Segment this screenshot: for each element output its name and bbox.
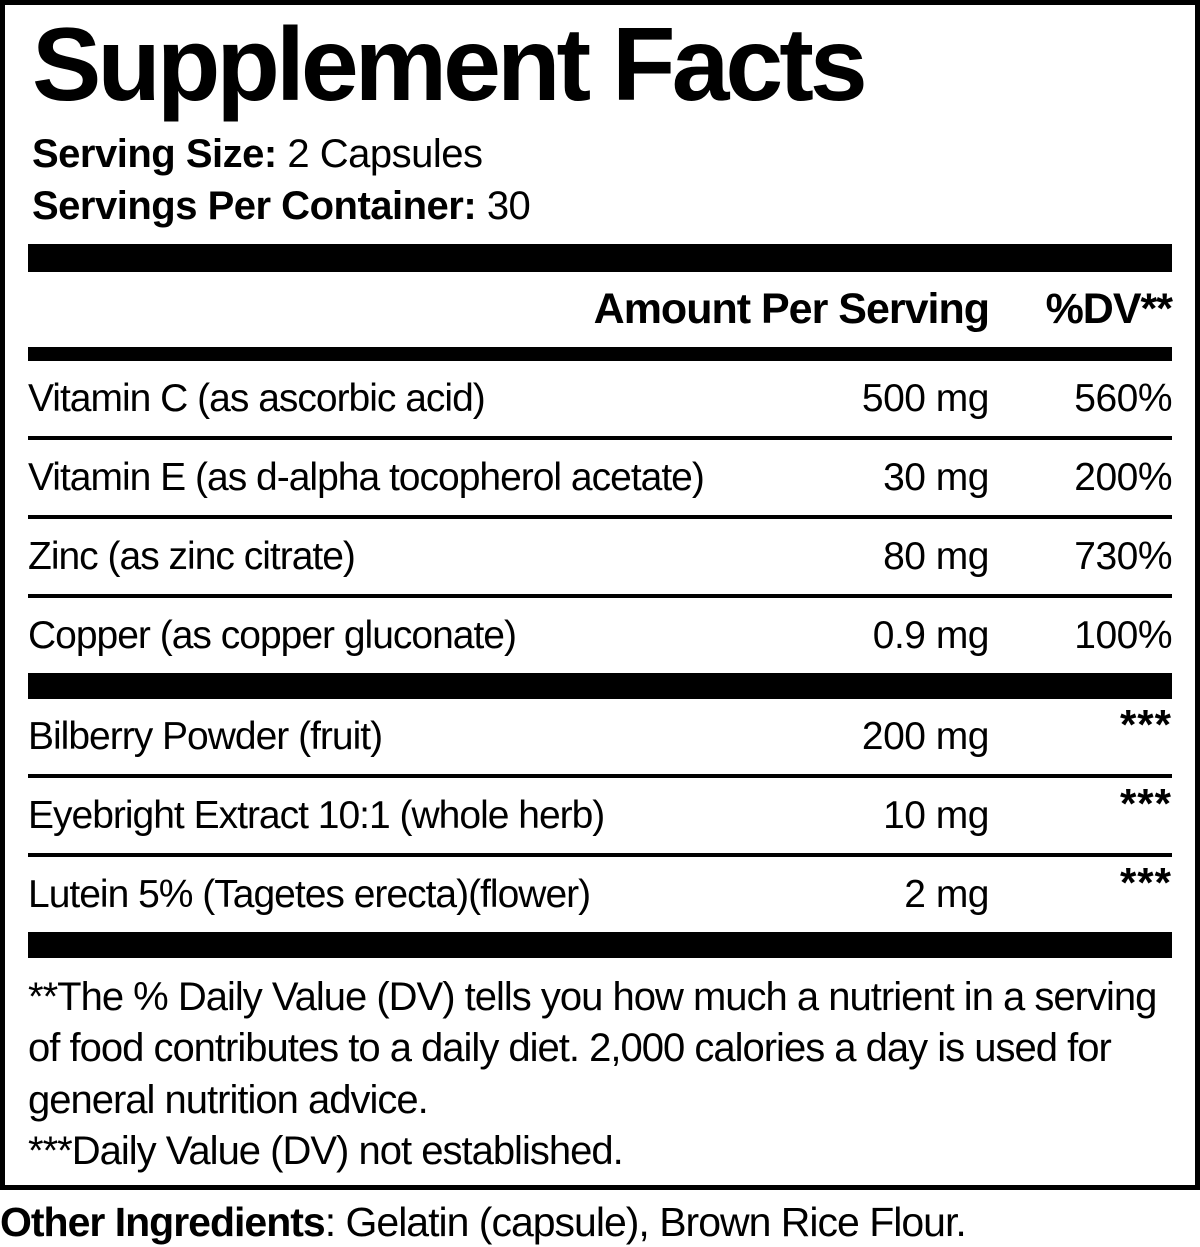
serving-size-line: [32, 128, 1172, 180]
table-row-vitamin-c: [28, 361, 1172, 436]
other-ingredients-value: : Gelatin (capsule), Brown Rice Flour.: [324, 1199, 966, 1245]
ingredient-amount: 0.9 mg: [872, 613, 989, 657]
ingredient-name: Bilberry Powder (fruit): [28, 714, 383, 758]
ingredient-dv-not-established: ***: [1119, 779, 1172, 827]
ingredient-amount: 500 mg: [861, 376, 989, 420]
panel-title: Supplement Facts: [32, 7, 864, 123]
ingredient-amount: 10 mg: [883, 793, 989, 837]
ingredient-dv: 560%: [1074, 376, 1172, 420]
table-row-zinc: [28, 519, 1172, 594]
ingredient-amount: 200 mg: [861, 714, 989, 758]
ingredient-name: Lutein 5% (Tagetes erecta)(flower): [28, 872, 591, 916]
ingredient-amount: 30 mg: [883, 455, 989, 499]
serving-size-label: Serving Size:: [32, 132, 277, 177]
servings-per-container-line: [32, 180, 1172, 232]
ingredient-dv: 730%: [1074, 534, 1172, 578]
servings-per-container-label: Servings Per Container:: [32, 184, 477, 229]
ingredient-dv-not-established: ***: [1119, 700, 1172, 748]
section-bar-top: [28, 244, 1172, 272]
table-row-vitamin-e: [28, 440, 1172, 515]
serving-info: [32, 128, 1172, 232]
table-row-eyebright: [28, 778, 1172, 853]
servings-per-container-value: 30: [486, 184, 531, 229]
ingredient-name: Zinc (as zinc citrate): [28, 534, 355, 578]
section-bar-middle: [28, 673, 1172, 699]
ingredient-name: Copper (as copper gluconate): [28, 613, 516, 657]
ingredient-name: Vitamin C (as ascorbic acid): [28, 376, 485, 420]
table-row-copper: [28, 598, 1172, 673]
ingredient-amount: 2 mg: [904, 872, 989, 916]
table-row-bilberry: [28, 699, 1172, 774]
percent-dv-header: %DV**: [1045, 285, 1172, 334]
other-ingredients-label: Other Ingredients: [0, 1199, 325, 1245]
daily-value-footnote: **The % Daily Value (DV) tells you how much a nutrient in a serving of food contributes to a daily diet. 2,000 calories a day is used for general nutrition advice.: [28, 975, 1157, 1122]
ingredient-amount: 80 mg: [883, 534, 989, 578]
ingredient-dv: 100%: [1074, 613, 1172, 657]
amount-per-serving-header: Amount Per Serving: [593, 285, 989, 334]
section-bar-bottom: [28, 932, 1172, 958]
header-divider-bar: [28, 347, 1172, 361]
ingredient-dv: 200%: [1074, 455, 1172, 499]
ingredient-name: Vitamin E (as d-alpha tocopherol acetate): [28, 455, 704, 499]
table-row-lutein: [28, 857, 1172, 932]
footnotes: [28, 958, 1172, 1177]
table-header-row: [28, 272, 1172, 347]
not-established-footnote: ***Daily Value (DV) not established.: [28, 1128, 623, 1173]
ingredient-dv-not-established: ***: [1119, 858, 1172, 906]
serving-size-value: 2 Capsules: [287, 132, 483, 177]
other-ingredients-line: [0, 1199, 1200, 1246]
ingredient-name: Eyebright Extract 10:1 (whole herb): [28, 793, 605, 837]
